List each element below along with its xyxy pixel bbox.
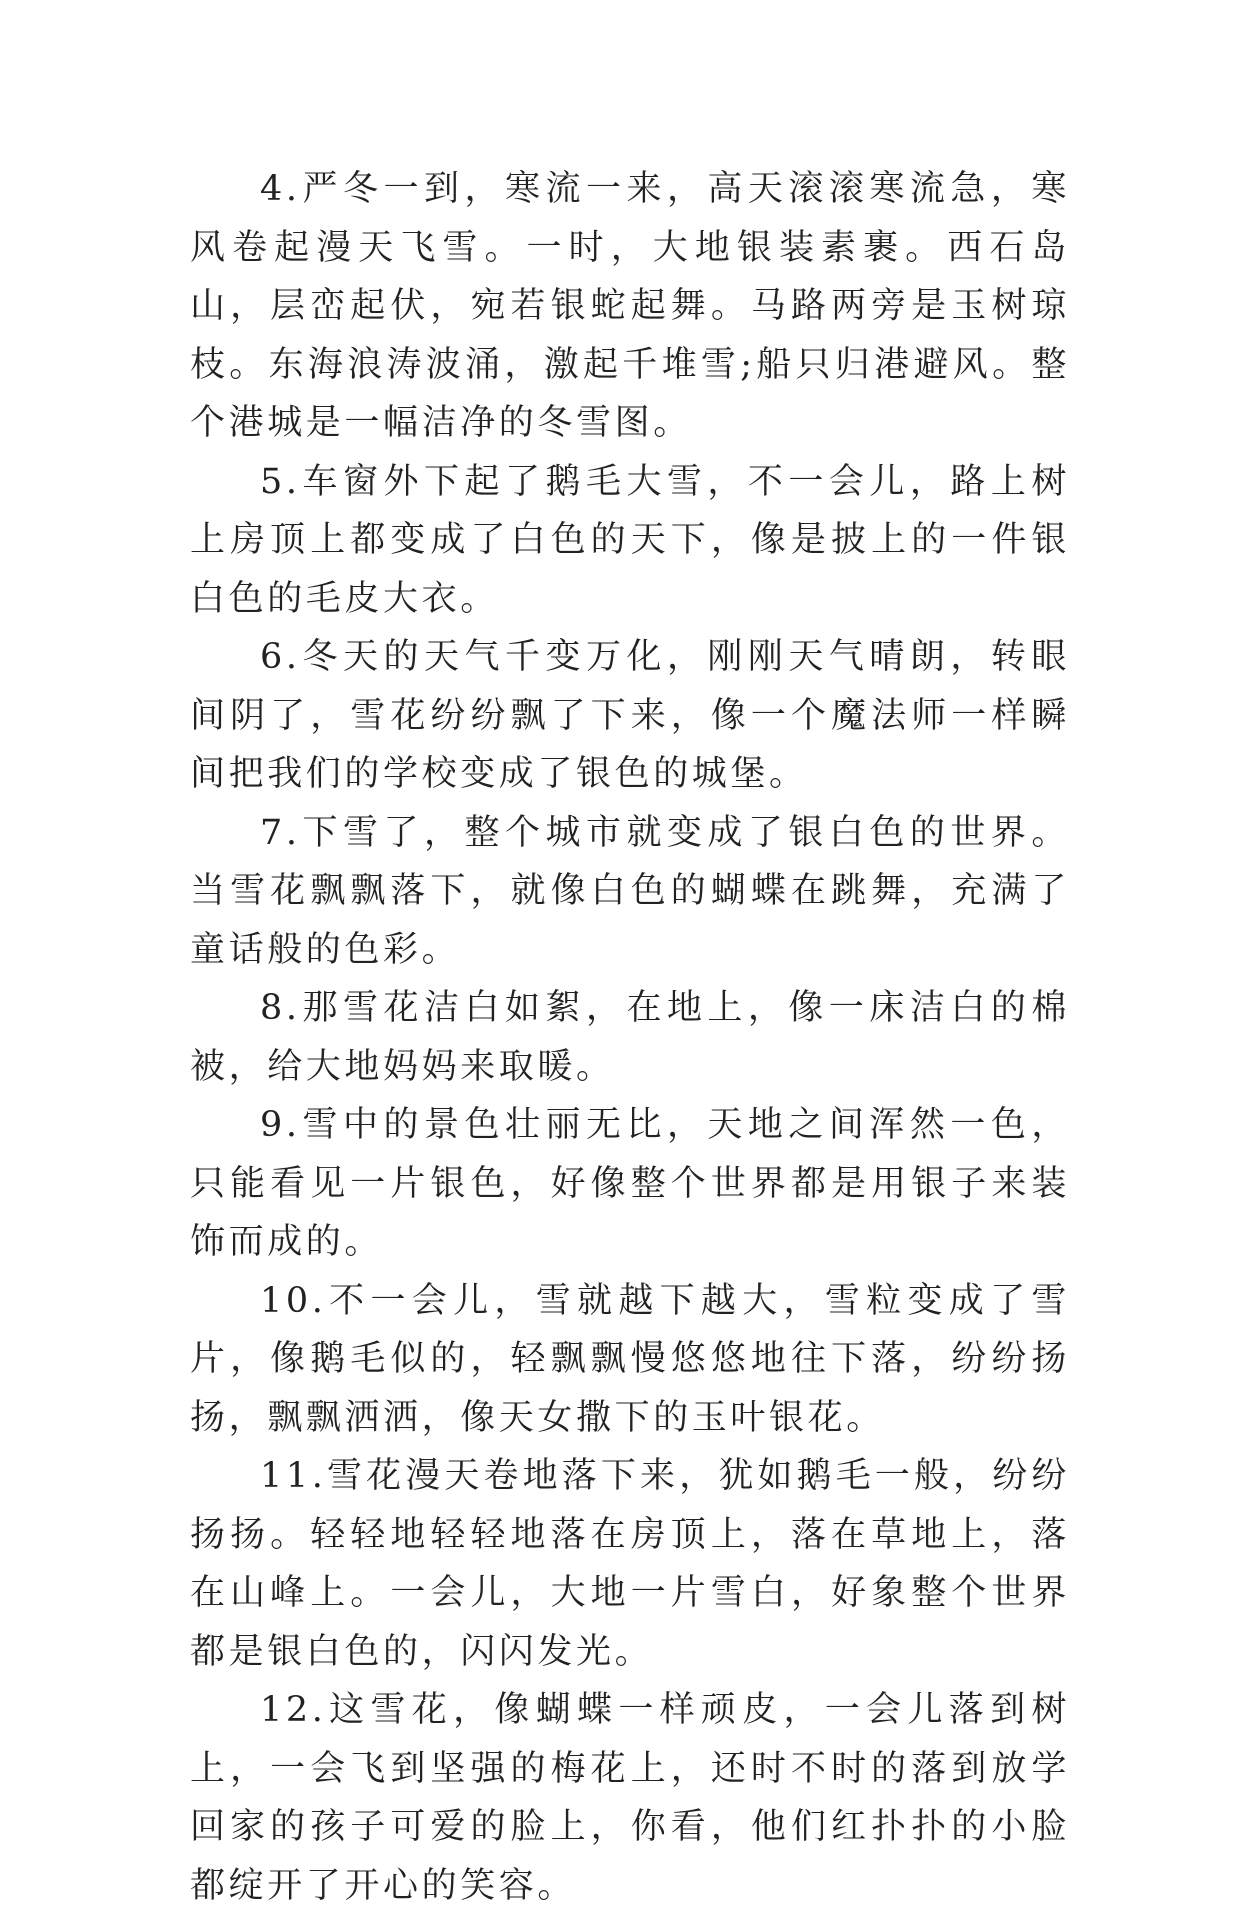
paragraph-9: 9.雪中的景色壮丽无比，天地之间浑然一色，只能看见一片银色，好像整个世界都是用银子来装饰而成的。 [190, 1105, 1070, 1262]
paragraph-4: 4.严冬一到，寒流一来，高天滚滚寒流急，寒风卷起漫天飞雪。一时，大地银装素裹。西石岛山，层峦起伏，宛若银蛇起舞。马路两旁是玉树琼枝。东海浪涛波涌，激起千堆雪;船只归港避风。整个港城是一幅洁净的冬雪图。 [190, 169, 1070, 443]
paragraph-7: 7.下雪了，整个城市就变成了银白色的世界。当雪花飘飘落下，就像白色的蝴蝶在跳舞，充满了童话般的色彩。 [190, 812, 1070, 970]
document-body [190, 160, 1070, 1915]
paragraph-6: 6.冬天的天气千变万化，刚刚天气晴朗，转眼间阴了，雪花纷纷飘了下来，像一个魔法师一样瞬间把我们的学校变成了银色的城堡。 [190, 637, 1070, 794]
paragraph-12: 12.这雪花，像蝴蝶一样顽皮，一会儿落到树上，一会飞到坚强的梅花上，还时不时的落到放学回家的孩子可爱的脸上，你看，他们红扑扑的小脸都绽开了开心的笑容。 [190, 1690, 1070, 1906]
paragraph-11: 11.雪花漫天卷地落下来，犹如鹅毛一般，纷纷扬扬。轻轻地轻轻地落在房顶上，落在草地上，落在山峰上。一会儿，大地一片雪白，好象整个世界都是银白色的，闪闪发光。 [190, 1456, 1070, 1672]
paragraph-5: 5.车窗外下起了鹅毛大雪，不一会儿，路上树上房顶上都变成了白色的天下，像是披上的一件银白色的毛皮大衣。 [190, 461, 1070, 619]
paragraph-8: 8.那雪花洁白如絮，在地上，像一床洁白的棉被，给大地妈妈来取暖。 [190, 988, 1070, 1087]
paragraph-10: 10.不一会儿，雪就越下越大，雪粒变成了雪片，像鹅毛似的，轻飘飘慢悠悠地往下落，纷纷扬扬，飘飘洒洒，像天女撒下的玉叶银花。 [190, 1280, 1070, 1438]
